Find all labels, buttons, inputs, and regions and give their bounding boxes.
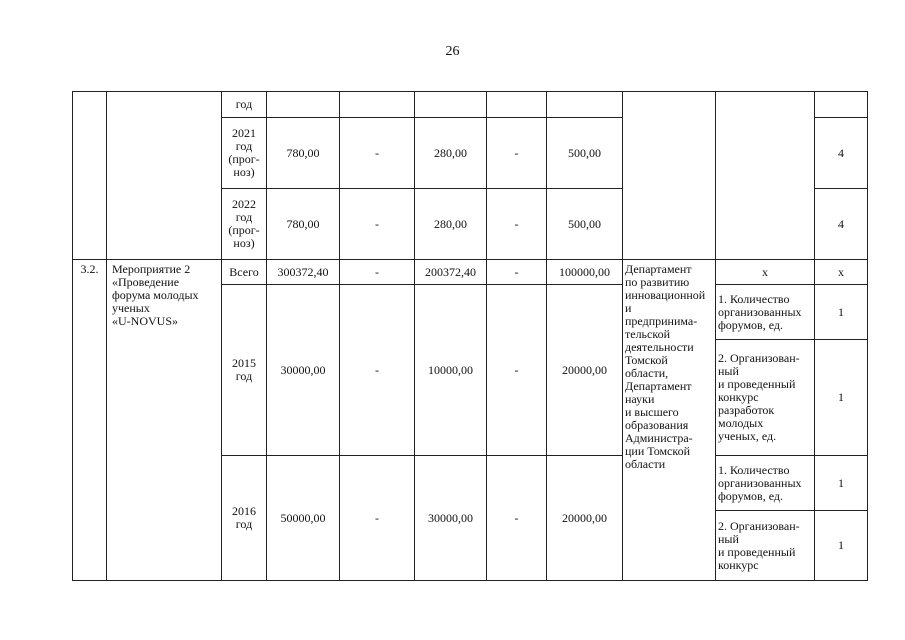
cell-value: 1 — [815, 285, 868, 340]
cell-extrabudget: 100000,00 — [547, 260, 623, 285]
cell-value: 1 — [815, 340, 868, 456]
cell-executor — [623, 92, 716, 260]
cell-total: 780,00 — [267, 189, 340, 260]
cell-name: Мероприятие 2 «Проведение форума молодых ученых «U-NOVUS» — [107, 260, 222, 581]
page-number: 26 — [445, 44, 460, 59]
cell-federal: - — [340, 456, 415, 581]
cell-total: 50000,00 — [267, 456, 340, 581]
cell-federal: - — [340, 189, 415, 260]
cell-federal: - — [340, 260, 415, 285]
table-row — [73, 92, 868, 118]
cell-year: 2016 год — [222, 456, 267, 581]
cell-year: 2015 год — [222, 285, 267, 456]
cell-year: год — [222, 92, 267, 118]
cell-local: - — [487, 456, 547, 581]
cell-total: 30000,00 — [267, 285, 340, 456]
cell-year: 2021 год (прог- ноз) — [222, 118, 267, 189]
cell-indicator: 2. Организован- ный и проведенный конкурс — [716, 511, 815, 581]
cell-total: 780,00 — [267, 118, 340, 189]
cell-value: 4 — [815, 118, 868, 189]
table-row — [73, 260, 868, 285]
cell-regional: 280,00 — [415, 118, 487, 189]
cell-regional: 200372,40 — [415, 260, 487, 285]
budget-table — [72, 91, 868, 581]
cell-indicator: 2. Организован- ный и проведенный конкурс разработок молодых ученых, ед. — [716, 340, 815, 456]
cell-regional: 280,00 — [415, 189, 487, 260]
cell-indicator: 1. Количество организованных форумов, ед. — [716, 285, 815, 340]
cell-name — [107, 92, 222, 260]
cell-local: - — [487, 285, 547, 456]
cell-local: - — [487, 118, 547, 189]
cell-value: 1 — [815, 511, 868, 581]
cell-regional: 10000,00 — [415, 285, 487, 456]
cell-extrabudget: 500,00 — [547, 118, 623, 189]
cell-value: 1 — [815, 456, 868, 511]
cell-num: 3.2. — [73, 260, 107, 581]
cell-num — [73, 92, 107, 260]
cell-indicator — [716, 92, 815, 260]
cell-federal: - — [340, 118, 415, 189]
cell-year: 2022 год (прог- ноз) — [222, 189, 267, 260]
cell-federal: - — [340, 285, 415, 456]
cell-indicator: х — [716, 260, 815, 285]
cell-total: 300372,40 — [267, 260, 340, 285]
cell-extrabudget: 20000,00 — [547, 456, 623, 581]
cell-extrabudget: 20000,00 — [547, 285, 623, 456]
cell-extrabudget: 500,00 — [547, 189, 623, 260]
cell-value: 4 — [815, 189, 868, 260]
cell-local: - — [487, 260, 547, 285]
cell-indicator: 1. Количество организованных форумов, ед. — [716, 456, 815, 511]
cell-year: Всего — [222, 260, 267, 285]
cell-regional: 30000,00 — [415, 456, 487, 581]
cell-local: - — [487, 189, 547, 260]
cell-executor: Департамент по развитию инновационной и предпринима- тельской деятельности Томской области, Департамент науки и высшего образования Администра- ции Томской области — [623, 260, 716, 581]
cell-value: х — [815, 260, 868, 285]
